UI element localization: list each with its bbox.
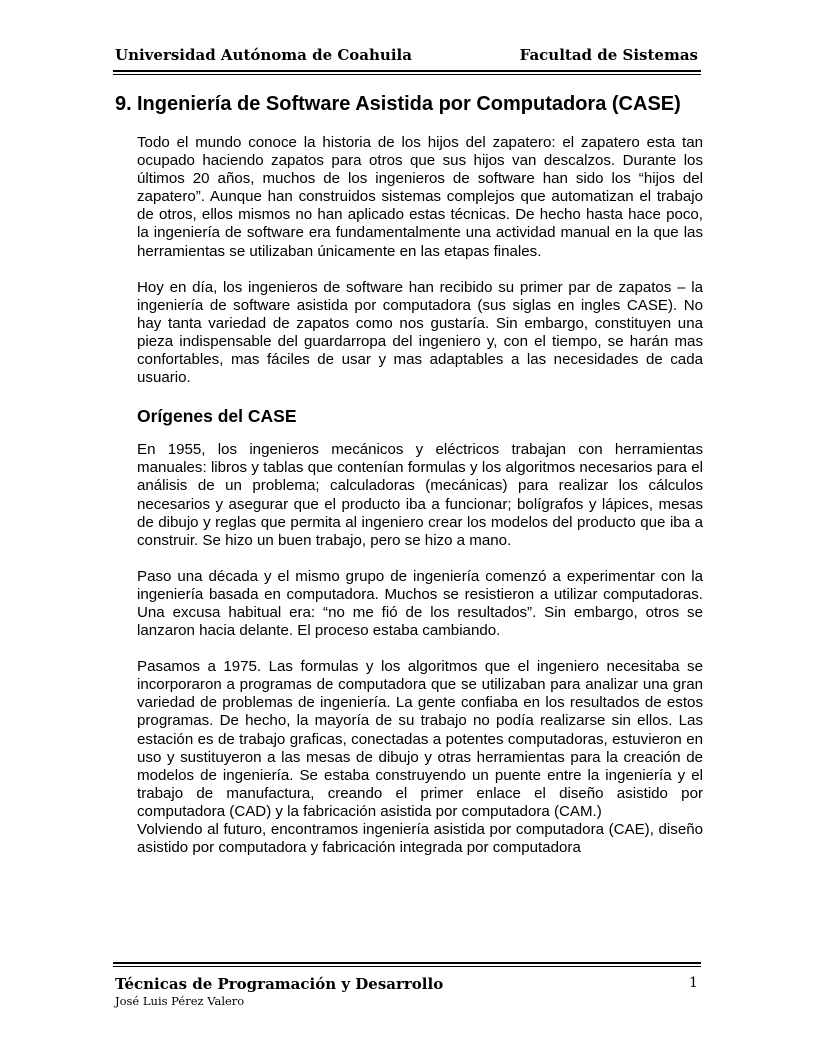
footer-rule-thin [113, 966, 701, 967]
paragraph: Paso una década y el mismo grupo de ingeniería comenzó a experimentar con la ingeniería basada en computadora. Muchos se resistieron a utilizar computadoras. Una excusa habitual era: “no me fió de los resultados”. Sin embargo, otros se lanzaron hacia delante. El proceso estaba cambiando. [137, 567, 703, 640]
subsection-title: Orígenes del CASE [137, 406, 297, 427]
section-title: Ingeniería de Software Asistida por Computadora (CASE) [137, 93, 681, 115]
footer-author: José Luis Pérez Valero [115, 994, 245, 1008]
paragraph: Volviendo al futuro, encontramos ingeniería asistida por computadora (CAE), diseño asistido por computadora y fabricación integrada por computadora [137, 821, 703, 857]
section-number: 9. [115, 93, 132, 115]
footer-course-title: Técnicas de Programación y Desarrollo [115, 975, 444, 993]
paragraph: Todo el mundo conoce la historia de los hijos del zapatero: el zapatero esta tan ocupado haciendo zapatos para otros que sus hijos van descalzos. Durante los últimos 20 años, muchos de los ingenieros de software han sido los “hijos del zapatero”. Aunque han construidos sistemas complejos que automatizan el trabajo de otros, ellos mismos no han aplicado estas técnicas. De hecho hasta hace poco, la ingeniería de software era fundamentalmente una actividad manual en la que las herramientas se utilizaban únicamente en las etapas finales. [137, 134, 703, 260]
page-number: 1 [689, 975, 698, 991]
paragraph: En 1955, los ingenieros mecánicos y eléctricos trabajan con herramientas manuales: libros y tablas que contenían formulas y los algoritmos necesarios para el análisis de un problema; calculadoras (mecánicas) para realizar los cálculos necesarios y asegurar que el producto iba a funcionar; bolígrafos y lápices, mesas de dibujo y reglas que permita al ingeniero crear los modelos del producto que iba a construir. Se hizo un buen trabajo, pero se hizo a mano. [137, 441, 703, 549]
header-faculty: Facultad de Sistemas [519, 46, 698, 64]
header-rule-thin [113, 74, 701, 75]
page-header [115, 46, 701, 68]
paragraph: Pasamos a 1975. Las formulas y los algoritmos que el ingeniero necesitaba se incorporaron a programas de computadora que se utilizaban para analizar una gran variedad de problemas de ingeniería. La gente confiaba en los resultados de estos programas. De hecho, la mayoría de su trabajo no podía realizarse sin ellos. Las estación es de trabajo graficas, conectadas a potentes computadoras, estuvieron en uso y sustituyeron a las mesas de dibujo y otras herramientas para la creación de modelos de ingeniería. Se estaba construyendo un puente entre la ingeniería y el trabajo de manufactura, creando el primer enlace el diseño asistido por computadora (CAD) y la fabricación asistida por computadora (CAM.) [137, 658, 703, 820]
footer-rule-thick [113, 962, 701, 964]
header-rule-thick [113, 70, 701, 72]
paragraph: Hoy en día, los ingenieros de software han recibido su primer par de zapatos – la ingeniería de software asistida por computadora (sus siglas en ingles CASE). No hay tanta variedad de zapatos como nos gustaría. Sin embargo, constituyen una pieza indispensable del guardarropa del ingeniero y, con el tiempo, se harán mas confortables, mas fáciles de usar y mas adaptables a las necesidades de cada usuario. [137, 278, 703, 387]
header-university: Universidad Autónoma de Coahuila [115, 46, 412, 64]
section-heading [115, 92, 703, 116]
page-body [115, 92, 703, 857]
